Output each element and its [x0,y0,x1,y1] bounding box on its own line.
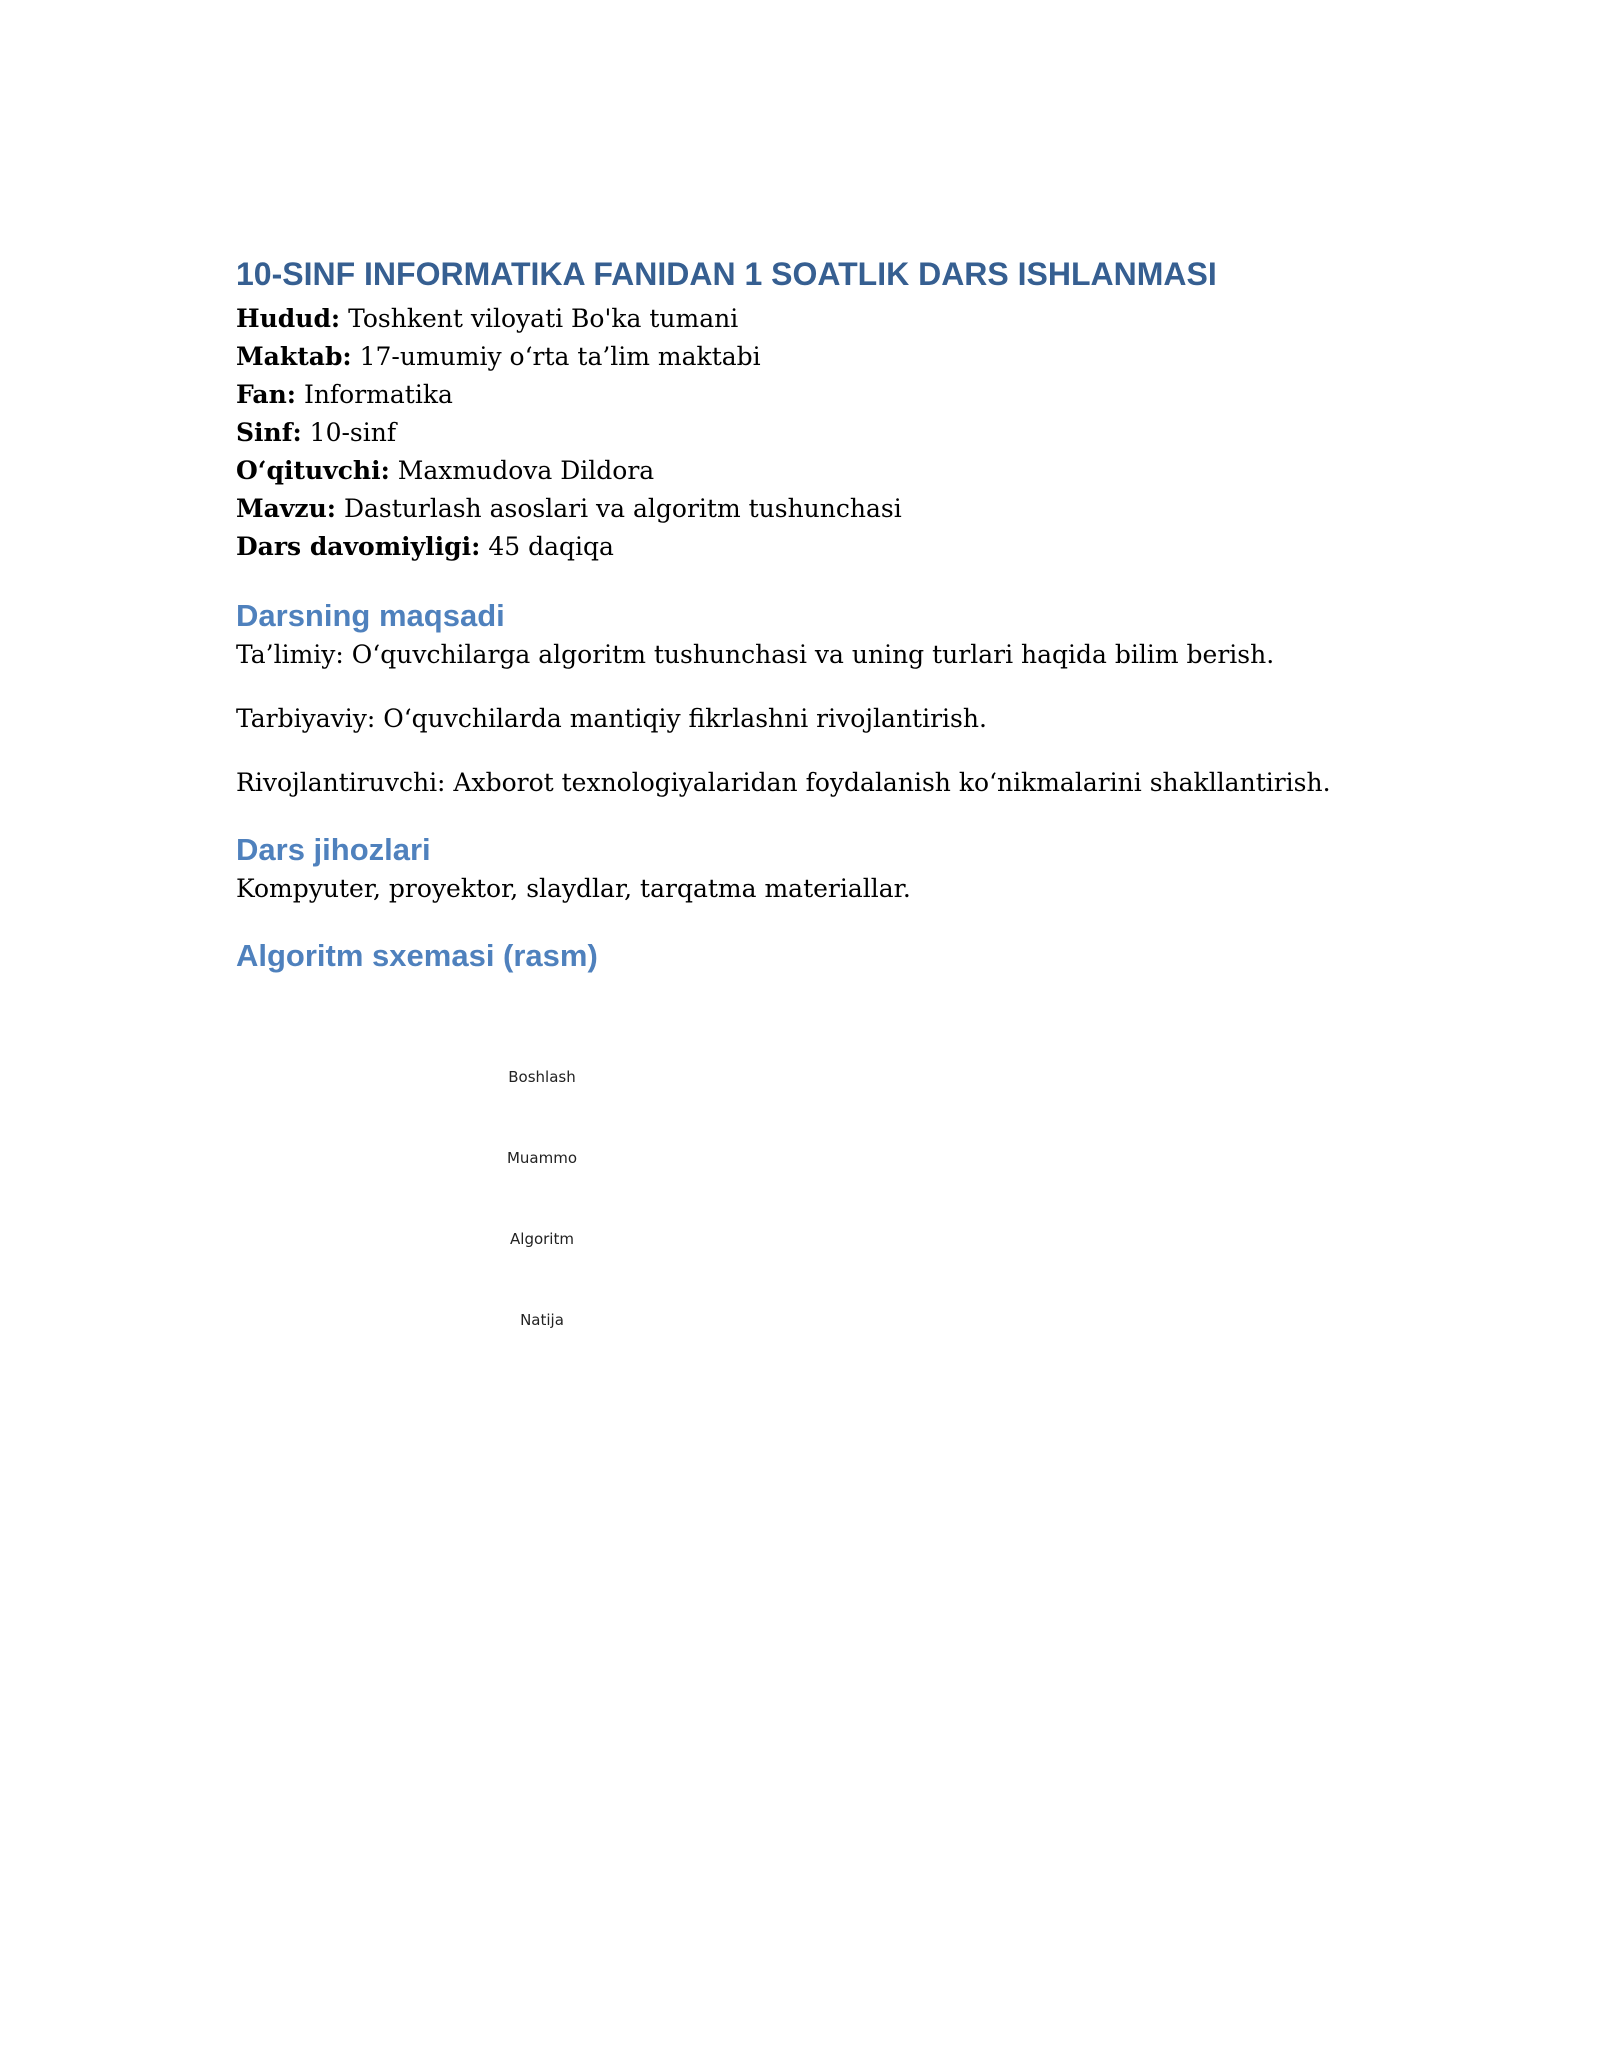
document-page [236,254,1376,976]
info-value: Toshkent viloyati Bo'ka tumani [348,304,739,333]
info-label: Maktab: [236,342,352,371]
info-value: Dasturlash asoslari va algoritm tushunchasi [343,494,902,523]
info-block [236,300,1376,566]
info-line-duration [236,528,1376,566]
info-value: 10-sinf [309,418,397,447]
info-label: Sinf: [236,418,302,447]
info-label: Fan: [236,380,296,409]
info-line-teacher [236,452,1376,490]
info-line-school [236,338,1376,376]
flow-step-result: Natija [520,1311,564,1329]
section-heading-goals: Darsning maqsadi [236,598,505,633]
section-heading-equipment: Dars jihozlari [236,832,431,867]
info-line-region [236,300,1376,338]
info-value: Informatika [303,380,453,409]
info-label: O‘qituvchi: [236,456,390,485]
equipment-text: Kompyuter, proyektor, slaydlar, tarqatma materiallar. [236,874,911,903]
info-label: Mavzu: [236,494,336,523]
info-value: 17-umumiy o‘rta ta’lim maktabi [359,342,761,371]
info-label: Dars davomiyligi: [236,532,481,561]
section-heading-scheme: Algoritm sxemasi (rasm) [236,938,598,973]
info-label: Hudud: [236,304,341,333]
goal-educational: Ta’limiy: O‘quvchilarga algoritm tushunchasi va uning turlari haqida bilim berish. [236,640,1275,669]
goal-developmental: Rivojlantiruvchi: Axborot texnologiyalaridan foydalanish ko‘nikmalarini shakllantirish. [236,768,1331,797]
info-line-grade [236,414,1376,452]
flow-step-problem: Muammo [506,1149,578,1167]
info-line-topic [236,490,1376,528]
flow-step-algorithm: Algoritm [510,1230,574,1248]
info-value: Maxmudova Dildora [397,456,655,485]
goal-upbringing: Tarbiyaviy: O‘quvchilarda mantiqiy fikrlashni rivojlantirish. [236,704,987,733]
flow-step-start: Boshlash [508,1068,576,1086]
document-title: 10-SINF INFORMATIKA FANIDAN 1 SOATLIK DARS ISHLANMASI [236,256,1217,292]
info-value: 45 daqiqa [488,532,614,561]
info-line-subject [236,376,1376,414]
